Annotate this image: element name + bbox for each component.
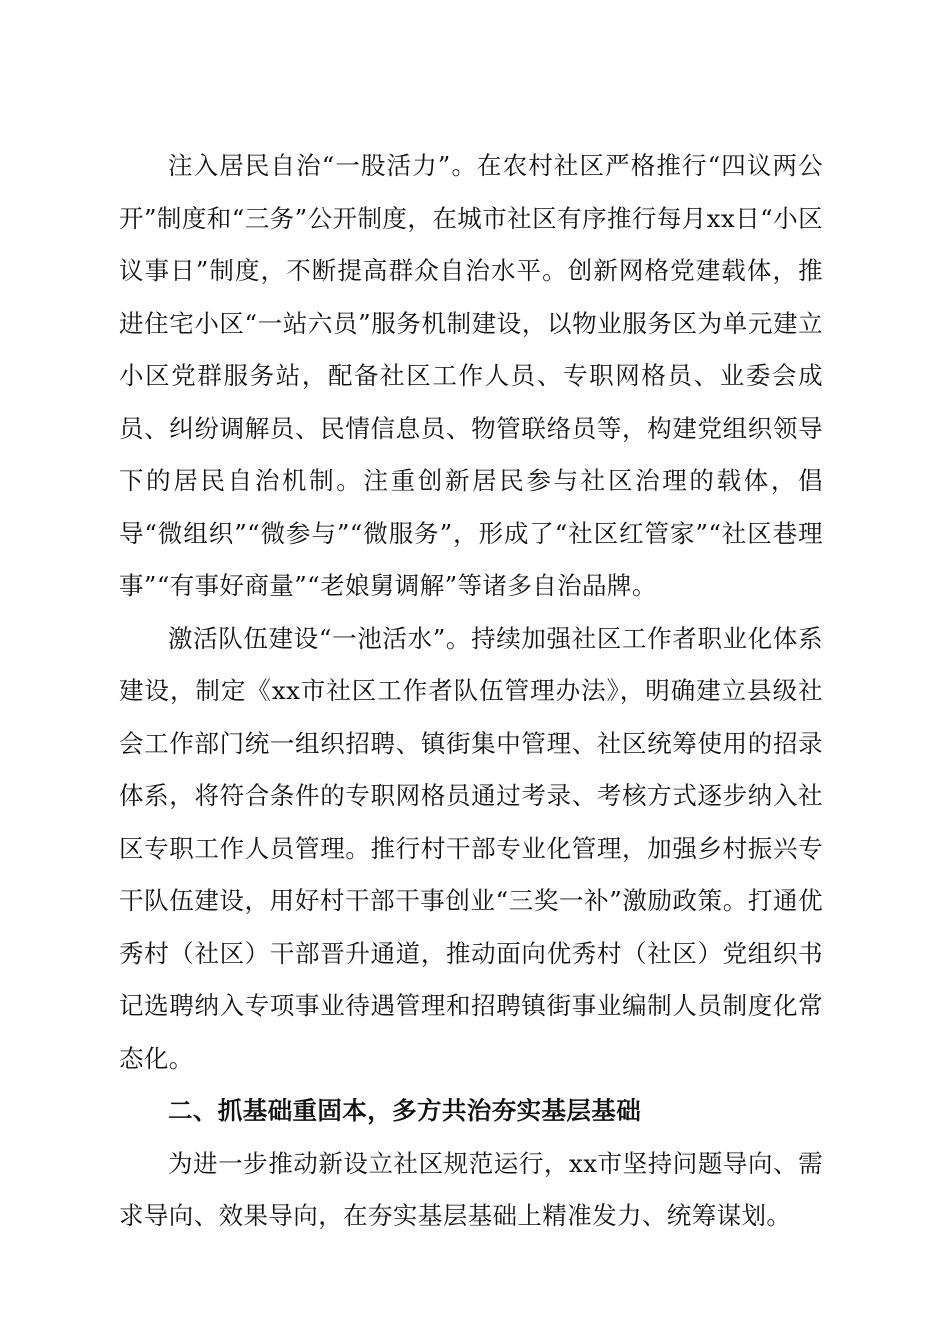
document-page bbox=[119, 140, 823, 1243]
section-heading: 二、抓基础重固本，多方共治夯实基层基础 bbox=[168, 1096, 642, 1125]
paragraph-resident-autonomy: 注入居民自治“一股活力”。在农村社区严格推行“四议两公开”制度和“三务”公开制度，在城市社区有序推行每月xx日“小区议事日”制度，不断提高群众自治水平。创新网格党建载体，推进住宅小区“一站六员”服务机制建设，以物业服务区为单元建立小区党群服务站，配备社区工作人员、专职网格员、业委会成员、纠纷调解员、民情信息员、物管联络员等，构建党组织领导下的居民自治机制。注重创新居民参与社区治理的载体，倡导“微组织”“微参与”“微服务”，形成了“社区红管家”“社区巷理事”“有事好商量”“老娘舅调解”等诸多自治品牌。 bbox=[119, 151, 823, 600]
paragraph-closing: 为进一步推动新设立社区规范运行，xx市坚持问题导向、需求导向、效果导向，在夯实基层基础上精准发力、统筹谋划。 bbox=[119, 1148, 823, 1230]
paragraph-team-building: 激活队伍建设“一池活水”。持续加强社区工作者职业化体系建设，制定《xx市社区工作者队伍管理办法》，明确建立县级社会工作部门统一组织招聘、镇街集中管理、社区统筹使用的招录体系，将符合条件的专职网格员通过考录、考核方式逐步纳入社区专职工作人员管理。推行村干部专业化管理，加强乡村振兴专干队伍建设，用好村干部干事创业“三奖一补”激励政策。打通优秀村（社区）干部晋升通道，推动面向优秀村（社区）党组织书记选聘纳入专项事业待遇管理和招聘镇街事业编制人员制度化常态化。 bbox=[119, 623, 823, 1073]
